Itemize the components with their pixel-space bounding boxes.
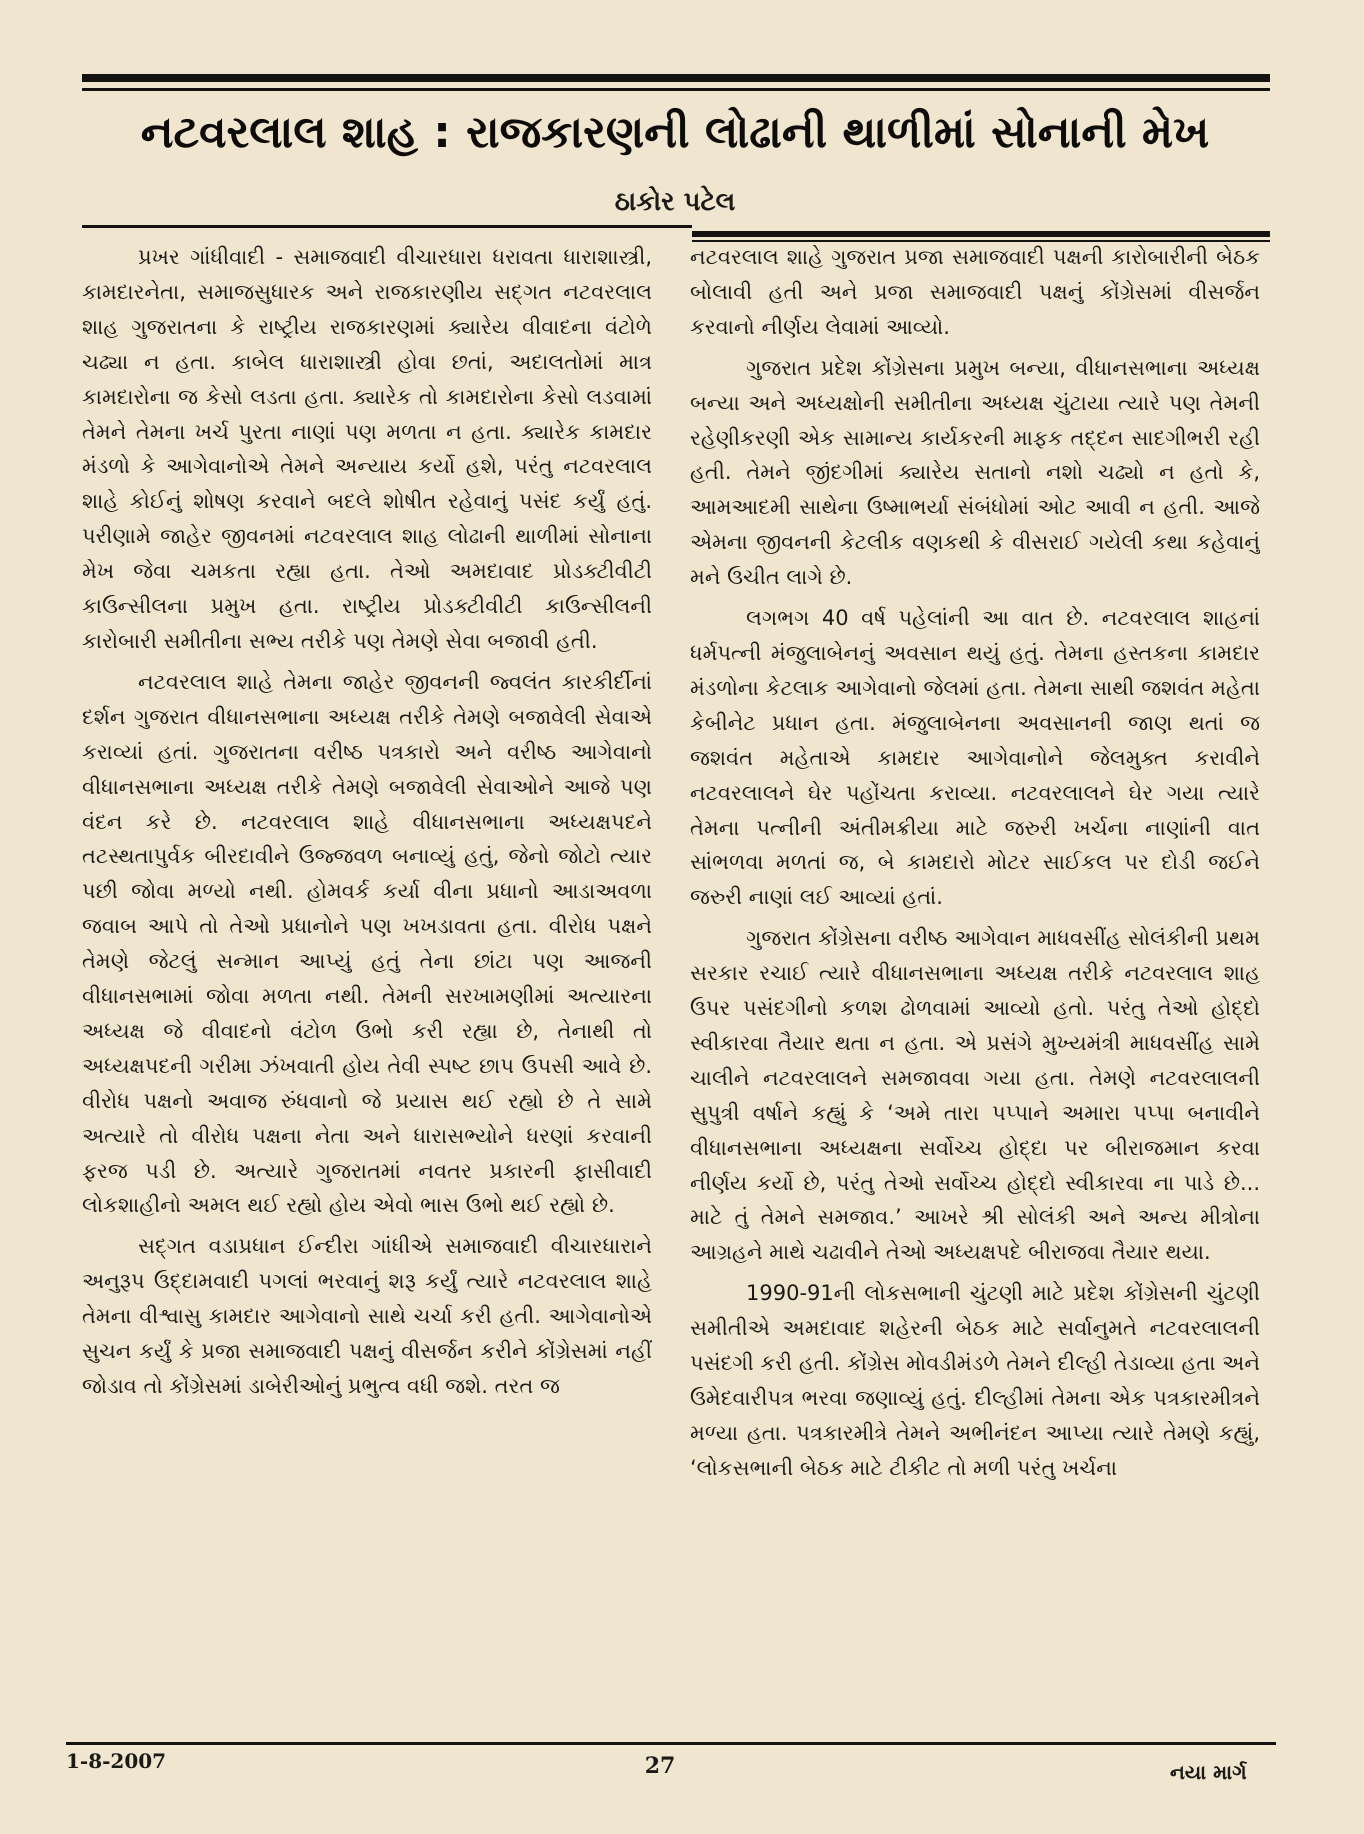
header-rule-right-thick xyxy=(692,231,1270,237)
paragraph: ગુજરાત કોંગ્રેસના વરીષ્ઠ આગેવાન માધવસીંહ સોલંકીની પ્રથમ સરકાર રચાઈ ત્યારે વીધાનસભાના અધ્યક્ષ તરીકે નટવરલાલ શાહ ઉપર પસંદગીનો કળશ ઢોળવામાં આવ્યો હતો. પરંતુ તેઓ હોદ્દો સ્વીકારવા તૈયાર થતા ન હતા. એ પ્રસંગે મુખ્યમંત્રી માધવસીંહ સામે ચાલીને નટવરલાલને સમજાવવા ગયા હતા. તેમણે નટવરલાલની સુપુત્રી વર્ષાને કહ્યું કે ‘અમે તારા પપ્પાને અમારા પપ્પા બનાવીને વીધાનસભાના અધ્યક્ષના સર્વોચ્ચ હોદ્દા પર બીરાજમાન કરવા નીર્ણય કર્યો છે, પરંતુ તેઓ સર્વોચ્ચ હોદ્દો સ્વીકારવા ના પાડે છે... માટે તું તેમને સમજાવ.’ આખરે શ્રી સોલંકી અને અન્ય મીત્રોના આગ્રહને માથે ચઢાવીને તેઓ અધ્યક્ષપદે બીરાજવા તૈયાર થયા. xyxy=(690,926,1260,1265)
top-rule-thick xyxy=(82,74,1270,82)
paragraph: નટવરલાલ શાહે તેમના જાહેર જીવનની જ્વલંત કારકીર્દીનાં દર્શન ગુજરાત વીધાનસભાના અધ્યક્ષ તરીકે તેમણે બજાવેલી સેવાએ કરાવ્યાં હતાં. ગુજરાતના વરીષ્ઠ પત્રકારો અને વરીષ્ઠ આગેવાનો વીધાનસભાના અધ્યક્ષ તરીકે તેમણે બજાવેલી સેવાઓને આજે પણ વંદન કરે છે. નટવરલાલ શાહે વીધાનસભાના અધ્યક્ષપદને તટસ્થતાપુર્વક બીરદાવીને ઉજ્જવળ બનાવ્યું હતું, જેનો જોટો ત્યાર પછી જોવા મળ્યો નથી. હોમવર્ક કર્યા વીના પ્રધાનો આડાઅવળા જવાબ આપે તો તેઓ પ્રધાનોને પણ ખખડાવતા હતા. વીરોધ પક્ષને તેમણે જેટલું સન્માન આપ્યું હતું તેના છાંટા પણ આજની વીધાનસભામાં જોવા મળતા નથી. તેમની સરખામણીમાં અત્યારના અધ્યક્ષ જે વીવાદનો વંટોળ ઉભો કરી રહ્યા છે, તેનાથી તો અધ્યક્ષપદની ગરીમા ઝંખવાતી હોય તેવી સ્પષ્ટ છાપ ઉપસી આવે છે. વીરોધ પક્ષનો અવાજ રુંધવાનો જે પ્રયાસ થઈ રહ્યો છે તે સામે અત્યારે તો વીરોધ પક્ષના નેતા અને ધારાસભ્યોને ધરણાં કરવાની ફરજ પડી છે. અત્યારે ગુજરાતમાં નવતર પ્રકારની ફાસીવાદી લોકશાહીનો અમલ થઈ રહ્યો હોય એવો ભાસ ઉભો થઈ રહ્યો છે. xyxy=(82,669,652,1218)
paragraph: ગુજરાત પ્રદેશ કોંગ્રેસના પ્રમુખ બન્યા, વીધાનસભાના અધ્યક્ષ બન્યા અને અધ્યક્ષોની સમીતીના અધ્યક્ષ ચુંટાયા ત્યારે પણ તેમની રહેણીકરણી એક સામાન્ય કાર્યકરની માફક તદ્દન સાદગીભરી રહી હતી. તેમને જીંદગીમાં ક્યારેય સતાનો નશો ચઢ્યો ન હતો કે, આમઆદમી સાથેના ઉષ્માભર્યા સંબંધોમાં ઓટ આવી ન હતી. આજે એમના જીવનની કેટલીક વણકથી કે વીસરાઈ ગયેલી કથા કહેવાનું મને ઉચીત લાગે છે. xyxy=(690,355,1260,590)
paragraph: પ્રખર ગાંધીવાદી - સમાજવાદી વીચારધારા ધરાવતા ધારાશાસ્ત્રી, કામદારનેતા, સમાજસુધારક અને રાજકારણીય સદ્ગત નટવરલાલ શાહ ગુજરાતના કે રાષ્ટ્રીય રાજકારણમાં ક્યારેય વીવાદના વંટોળે ચઢ્યા ન હતા. કાબેલ ધારાશાસ્ત્રી હોવા છતાં, અદાલતોમાં માત્ર કામદારોના જ કેસો લડતા હતા. ક્યારેક તો કામદારોના કેસો લડવામાં તેમને તેમના ખર્ચ પુરતા નાણાં પણ મળતા ન હતા. ક્યારેક કામદાર મંડળો કે આગેવાનોએ તેમને અન્યાય કર્યો હશે, પરંતુ નટવરલાલ શાહે કોઈનું શોષણ કરવાને બદલે શોષીત રહેવાનું પસંદ કર્યું હતું. પરીણામે જાહેર જીવનમાં નટવરલાલ શાહ લોઢાની થાળીમાં સોનાના મેખ જેવા ચમકતા રહ્યા હતા. તેઓ અમદાવાદ પ્રોડક્ટીવીટી કાઉન્સીલના પ્રમુખ હતા. રાષ્ટ્રીય પ્રોડક્ટીવીટી કાઉન્સીલની કારોબારી સમીતીના સભ્ય તરીકે પણ તેમણે સેવા બજાવી હતી. xyxy=(82,245,652,653)
article-author: ઠાકોર પટેલ xyxy=(614,187,736,217)
paragraph: લગભગ 40 વર્ષ પહેલાંની આ વાત છે. નટવરલાલ શાહનાં ધર્મપત્ની મંજુલાબેનનું અવસાન થયું હતું. તેમના હસ્તકના કામદાર મંડળોના કેટલાક આગેવાનો જેલમાં હતા. તેમના સાથી જશવંત મહેતા કેબીનેટ પ્રધાન હતા. મંજુલાબેનના અવસાનની જાણ થતાં જ જશવંત મહેતાએ કામદાર આગેવાનોને જેલમુક્ત કરાવીને નટવરલાલને ઘેર પહોંચતા કરાવ્યા. નટવરલાલને ઘેર ગયા ત્યારે તેમના પત્નીની અંતીમક્રીયા માટે જરુરી ખર્ચના નાણાંની વાત સાંભળવા મળતાં જ, બે કામદારો મોટર સાઈકલ પર દોડી જઈને જરુરી નાણાં લઈ આવ્યાં હતાં. xyxy=(690,606,1260,910)
paragraph: 1990-91ની લોકસભાની ચુંટણી માટે પ્રદેશ કોંગ્રેસની ચુંટણી સમીતીએ અમદાવાદ શહેરની બેઠક માટે સર્વાનુમતે નટવરલાલની પસંદગી કરી હતી. કોંગ્રેસ મોવડીમંડળે તેમને દીલ્હી તેડાવ્યા હતા અને ઉમેદવારીપત્ર ભરવા જણાવ્યું હતું. દીલ્હીમાં તેમના એક પત્રકારમીત્રને મળ્યા હતા. પત્રકારમીત્રે તેમને અભીનંદન આપ્યા ત્યારે તેમણે કહ્યું, ‘લોકસભાની બેઠક માટે ટીકીટ તો મળી પરંતુ ખર્ચના xyxy=(690,1281,1260,1480)
right-column xyxy=(690,240,1260,1730)
footer-rule xyxy=(66,1742,1276,1745)
article-title: નટવરલાલ શાહ : રાજકારણની લોઢાની થાળીમાં સોનાની મેખ xyxy=(140,107,1210,158)
paragraph-continued: નટવરલાલ શાહે ગુજરાત પ્રજા સમાજવાદી પક્ષની કારોબારીની બેઠક બોલાવી હતી અને પ્રજા સમાજવાદી પક્ષનું કોંગ્રેસમાં વીસર્જન કરવાનો નીર્ણય લેવામાં આવ્યો. xyxy=(690,245,1260,339)
paragraph: સદ્ગત વડાપ્રધાન ઈન્દીરા ગાંધીએ સમાજવાદી વીચારધારાને અનુરૂપ ઉદ્દામવાદી પગલાં ભરવાનું શરૂ કર્યું ત્યારે નટવરલાલ શાહે તેમના વીશ્વાસુ કામદાર આગેવાનો સાથે ચર્ચા કરી હતી. આગેવાનોએ સુચન કર્યું કે પ્રજા સમાજવાદી પક્ષનું વીસર્જન કરીને કોંગ્રેસમાં નહીં જોડાવ તો કોંગ્રેસમાં ડાબેરીઓનું પ્રભુત્વ વધી જશે. તરત જ xyxy=(82,1234,652,1398)
magazine-name: નયા માર્ગ xyxy=(1170,1760,1247,1784)
issue-date: 1-8-2007 xyxy=(66,1749,167,1773)
left-column xyxy=(82,240,652,1730)
top-rule-thin xyxy=(82,88,1270,91)
header-rule-left xyxy=(82,225,692,228)
page-number: 27 xyxy=(644,1753,676,1779)
